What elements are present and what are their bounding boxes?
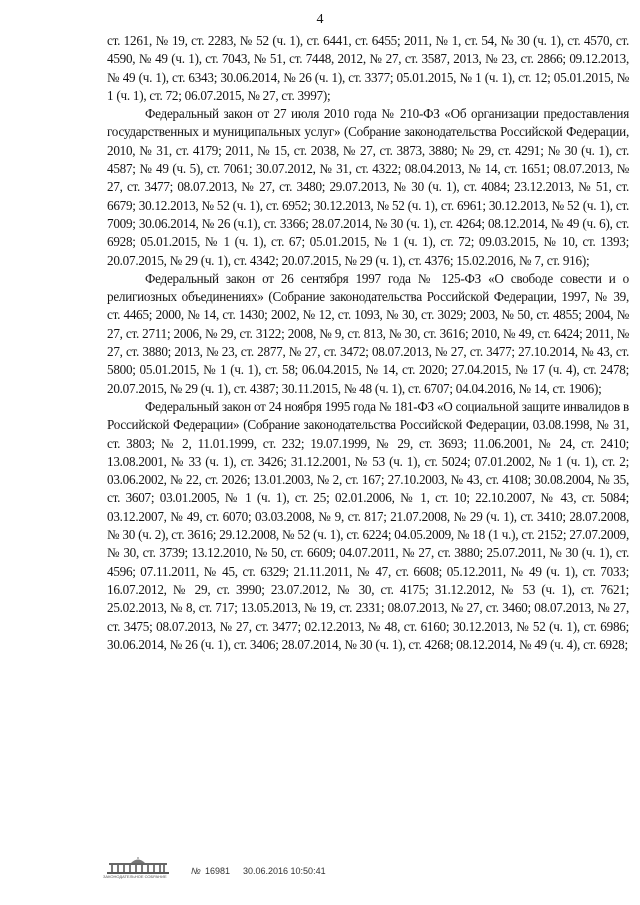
document-body [107, 32, 629, 654]
document-number-mark: № [191, 866, 201, 876]
page-number: 4 [316, 12, 324, 27]
logo-caption: ЗАКОНОДАТЕЛЬНОЕ СОБРАНИЕ [103, 874, 167, 879]
document-datetime: 30.06.2016 10:50:41 [243, 866, 326, 876]
document-footer [103, 857, 403, 881]
paragraph-law-181-fz: Федеральный закон от 24 ноября 1995 года № 181-ФЗ «О социальной защите инвалидов в Российской Федерации» (Собрание законодательства Российской Федерации, 03.08.1998, № 31, ст. 3803; № 2, 11.01.1999, ст. 232; 19.07.1999, № 29, ст. 3693; 11.06.2001, № 24, ст. 2410; 13.08.2001, № 33 (ч. 1), ст. 3426; 31.12.2001, № 53 (ч. 1), ст. 5024; 07.01.2002, № 1 (ч. 1), ст. 2; 03.06.2002, № 22, ст. 2026; 13.01.2003, № 2, ст. 167; 27.10.2003, № 43, ст. 4108; 30.08.2004, № 35, ст. 3607; 03.01.2005, № 1 (ч. 1), ст. 25; 02.01.2006, № 1, ст. 10; 22.10.2007, № 43, ст. 5084; 03.12.2007, № 49, ст. 6070; 03.03.2008, № 9, ст. 817; 21.07.2008, № 29 (ч. 1), ст. 3410; 28.07.2008, № 30 (ч. 2), ст. 3616; 29.12.2008, № 52 (ч. 1), ст. 6224; 04.05.2009, № 18 (1 ч.), ст. 2152; 27.07.2009, № 30, ст. 3739; 13.12.2010, № 50, ст. 6609; 04.07.2011, № 27, ст. 3880; 25.07.2011, № 30 (ч. 1), ст. 4596; 07.11.2011, № 45, ст. 6329; 21.11.2011, № 47, ст. 6608; 05.12.2011, № 49 (ч. 1), ст. 7033; 16.07.2012, № 29, ст. 3990; 23.07.2012, № 30, ст. 4175; 31.12.2012, № 53 (ч. 1), ст. 7621; 25.02.2013, № 8, ст. 717; 13.05.2013, № 19, ст. 2331; 08.07.2013, № 27, ст. 3460; 08.07.2013, № 27, ст. 3475; 08.07.2013, № 27, ст. 3477; 02.12.2013, № 48, ст. 6160; 30.12.2013, № 52 (ч. 1), ст. 6986; 30.06.2014, № 26 (ч. 1), ст. 3406; 28.07.2014, № 30 (ч. 1), ст. 4268; 08.12.2014, № 49 (ч. 4), ст. 6928; [107, 398, 629, 652]
paragraph-continuation: ст. 1261, № 19, ст. 2283, № 52 (ч. 1), ст. 6441, ст. 6455; 2011, № 1, ст. 54, № 30 (ч. 1), ст. 4570, ст. 4590, № 49 (ч. 1), ст. 7043, № 51, ст. 7448, 2012, № 27, ст. 3587, 2013, № 23, ст. 2866; 09.12.2013, № 49 (ч. 1), ст. 6343; 30.06.2014, № 26 (ч. 1), ст. 3377; 05.01.2015, № 1 (ч. 1), ст. 12; 05.01.2015, № 1 (ч. 1), ст. 72; 06.07.2015, № 27, ст. 3997); [107, 33, 629, 103]
paragraph-law-125-fz: Федеральный закон от 26 сентября 1997 года № 125-ФЗ «О свободе совести и о религиозных объединениях» (Собрание законодательства Российской Федерации, 1997, № 39, ст. 4465; 2000, № 14, ст. 1430; 2002, № 12, ст. 1093, № 30, ст. 3029; 2003, № 50, ст. 4855; 2004, № 27, ст. 2711; 2006, № 29, ст. 3122; 2008, № 9, ст. 813, № 30, ст. 3616; 2010, № 49, ст. 6424; 2011, № 27, ст. 3880; 2013, № 23, ст. 2877, № 27, ст. 3472; 08.07.2013, № 27, ст. 3477; 27.10.2014, № 43, ст. 5800; 05.01.2015, № 1 (ч. 1), ст. 58; 06.04.2015, № 14, ст. 2020; 27.04.2015, № 17 (ч. 4), ст. 2478; 20.07.2015, № 29 (ч. 1), ст. 4387; 30.11.2015, № 48 (ч. 1), ст. 6707; 04.04.2016, № 14, ст. 1906); [107, 270, 629, 396]
paragraph-law-210-fz: Федеральный закон от 27 июля 2010 года № 210-ФЗ «Об организации предоставления государственных и муниципальных услуг» (Собрание законодательства Российской Федерации, 2010, № 31, ст. 4179; 2011, № 15, ст. 2038, № 27, ст. 3873, 3880; № 29, ст. 4291; № 30 (ч. 1), ст. 4587; № 49 (ч. 5), ст. 7061; 30.07.2012, № 31, ст. 4322; 08.04.2013, № 14, ст. 1651; 08.07.2013, № 27, ст. 3477; 08.07.2013, № 27, ст. 3480; 29.07.2013, № 30 (ч. 1), ст. 4084; 23.12.2013, № 51, ст. 6679; 30.12.2013, № 52 (ч. 1), ст. 6952; 30.12.2013, № 52 (ч. 1), ст. 6961; 30.12.2013, № 52 (ч. 1), ст. 7009; 30.06.2014, № 26 (ч.1), ст. 3366; 28.07.2014, № 30 (ч. 1), ст. 4264; 08.12.2014, № 49 (ч. 6), ст. 6928; 05.01.2015, № 1 (ч. 1), ст. 67; 05.01.2015, № 1 (ч. 1), ст. 72; 09.03.2015, № 10, ст. 1393; 20.07.2015, № 29 (ч. 1), ст. 4342; 20.07.2015, № 29 (ч. 1), ст. 4376; 15.02.2016, № 7, ст. 916); [107, 106, 629, 268]
document-number: 16981 [205, 866, 231, 876]
parliament-building-icon [103, 857, 173, 875]
